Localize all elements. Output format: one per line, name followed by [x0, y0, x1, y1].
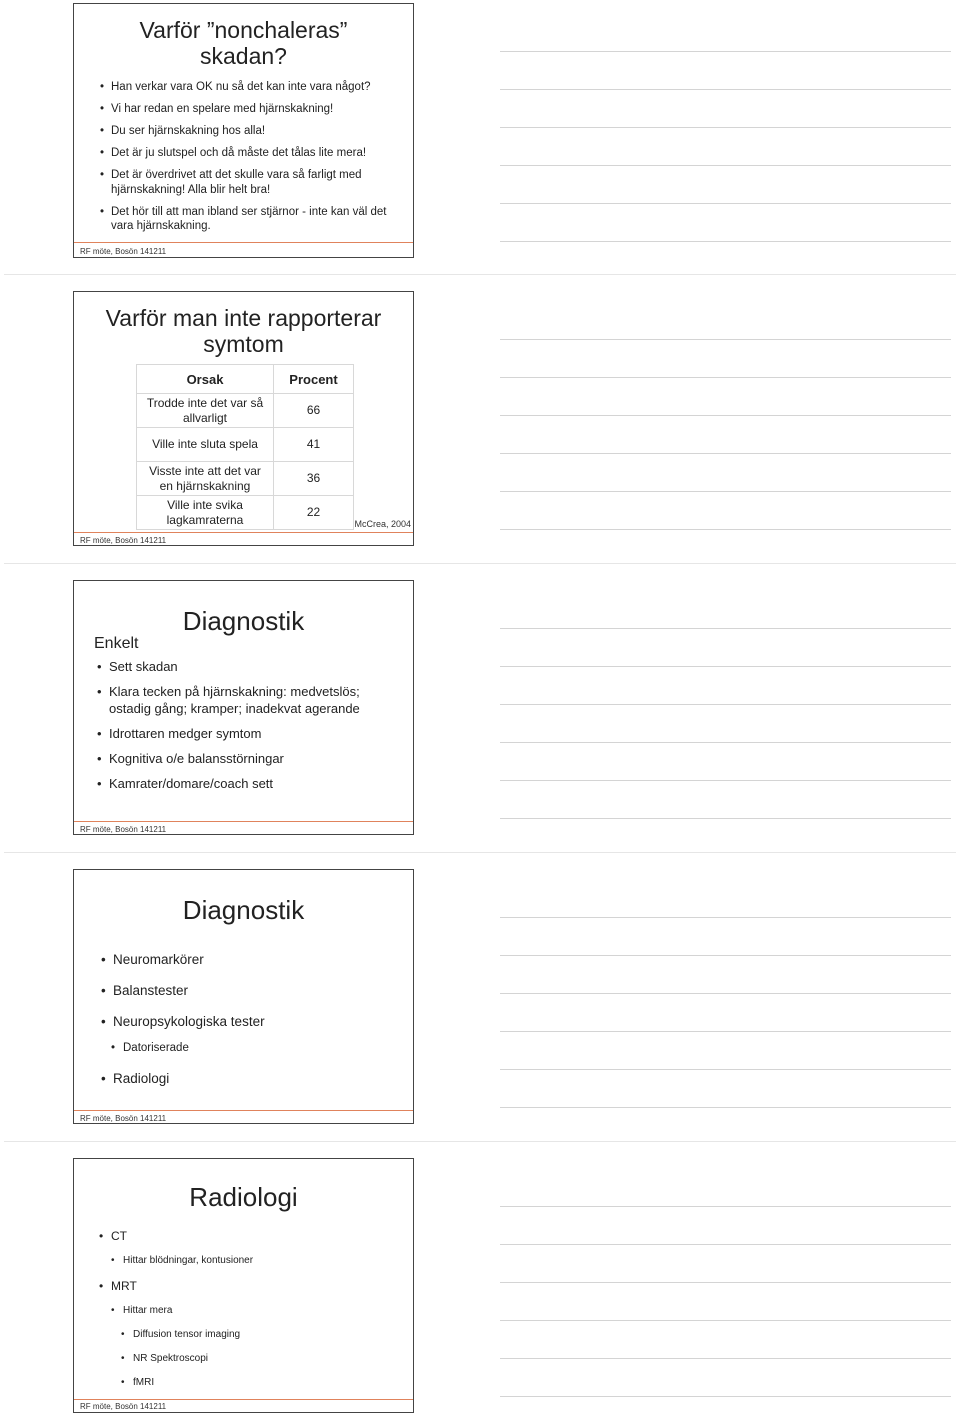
list-item: • Det är ju slutspel och då måste det tålas lite mera!	[111, 146, 406, 161]
row-separator	[4, 563, 956, 564]
table-header-row	[137, 365, 354, 394]
list-item: • Datoriserade	[123, 1041, 403, 1056]
bullet-list	[109, 658, 399, 800]
table-cell: Ville inte svika lagkamraterna	[137, 496, 274, 530]
note-line	[500, 241, 951, 242]
note-line	[500, 1031, 951, 1032]
slide-title: Diagnostik	[182, 895, 305, 925]
list-item: • Kamrater/domare/coach sett	[109, 775, 399, 792]
note-line	[500, 203, 951, 204]
note-line	[500, 704, 951, 705]
note-line	[500, 955, 951, 956]
slide-footer: RF möte, Bosön 141211	[80, 536, 167, 545]
note-line	[500, 742, 951, 743]
note-line	[500, 89, 951, 90]
footer-line	[74, 242, 413, 243]
slide-title: Varför man inte rapporterar symtom	[105, 305, 382, 357]
list-item: • MRT	[111, 1279, 391, 1294]
column-header: Orsak	[137, 365, 274, 394]
slide-2	[73, 291, 414, 546]
reasons-table	[136, 364, 354, 530]
note-line	[500, 491, 951, 492]
note-line	[500, 377, 951, 378]
slide-footer: RF möte, Bosön 141211	[80, 1402, 167, 1411]
footer-line	[74, 1399, 413, 1400]
row-separator	[4, 852, 956, 853]
list-item: • Radiologi	[113, 1070, 393, 1087]
list-item: • Det är överdrivet att det skulle vara så farligt med hjärnskakning! Alla blir helt bra!	[111, 168, 406, 197]
list-item: • Klara tecken på hjärnskakning: medvetslös; ostadig gång; kramper; inadekvat agerande	[109, 683, 399, 717]
slide-title: Diagnostik	[182, 606, 305, 636]
list-item: • Balanstester	[113, 982, 393, 999]
note-line	[500, 1358, 951, 1359]
note-line	[500, 415, 951, 416]
note-line	[500, 453, 951, 454]
list-item: • Idrottaren medger symtom	[109, 725, 399, 742]
list-item: • Hittar blödningar, kontusioner	[123, 1254, 403, 1267]
note-line	[500, 1244, 951, 1245]
slide-1	[73, 3, 414, 258]
table-cell: Trodde inte det var så allvarligt	[137, 394, 274, 428]
table-row	[137, 428, 354, 462]
list-item: • Det hör till att man ibland ser stjärnor - inte kan väl det vara hjärnskakning.	[111, 205, 406, 234]
list-item: • Neuromarkörer	[113, 951, 393, 968]
list-item: • Neuropsykologiska tester	[113, 1013, 393, 1030]
note-line	[500, 628, 951, 629]
list-item: • NR Spektroscopi	[133, 1352, 413, 1365]
note-line	[500, 818, 951, 819]
note-line	[500, 1206, 951, 1207]
list-item: • Han verkar vara OK nu så det kan inte vara något?	[111, 80, 406, 95]
column-header: Procent	[274, 365, 354, 394]
table-row	[137, 462, 354, 496]
subheading: Enkelt	[94, 635, 139, 652]
bullet-list	[111, 80, 406, 241]
slide-title: Varför ”nonchaleras” skadan?	[139, 17, 348, 69]
table-row	[137, 496, 354, 530]
list-item: • Hittar mera	[123, 1304, 403, 1317]
table-cell: 36	[274, 462, 354, 496]
note-line	[500, 666, 951, 667]
slide-footer: RF möte, Bosön 141211	[80, 247, 167, 256]
table-cell: 66	[274, 394, 354, 428]
note-line	[500, 1107, 951, 1108]
citation: McCrea, 2004	[354, 519, 411, 529]
slide-footer: RF möte, Bosön 141211	[80, 825, 167, 834]
row-separator	[4, 1141, 956, 1142]
slide-4	[73, 869, 414, 1124]
slide-5	[73, 1158, 414, 1413]
table-row	[137, 394, 354, 428]
note-line	[500, 529, 951, 530]
note-line	[500, 165, 951, 166]
slide-3	[73, 580, 414, 835]
note-line	[500, 1320, 951, 1321]
note-line	[500, 1282, 951, 1283]
table-cell: Visste inte att det var en hjärnskakning	[137, 462, 274, 496]
footer-line	[74, 1110, 413, 1111]
table-cell: Ville inte sluta spela	[137, 428, 274, 462]
row-separator	[4, 274, 956, 275]
note-line	[500, 917, 951, 918]
slide-title: Radiologi	[189, 1182, 298, 1212]
bullet-list	[113, 951, 393, 1087]
note-line	[500, 51, 951, 52]
slide-footer: RF möte, Bosön 141211	[80, 1114, 167, 1123]
note-line	[500, 339, 951, 340]
note-line	[500, 1396, 951, 1397]
note-line	[500, 127, 951, 128]
note-line	[500, 1069, 951, 1070]
list-item: • Du ser hjärnskakning hos alla!	[111, 124, 406, 139]
footer-line	[74, 821, 413, 822]
list-item: • fMRI	[133, 1376, 413, 1389]
list-item: • CT	[111, 1229, 391, 1244]
bullet-list	[111, 1229, 391, 1389]
list-item: • Kognitiva o/e balansstörningar	[109, 750, 399, 767]
note-line	[500, 780, 951, 781]
list-item: • Sett skadan	[109, 658, 399, 675]
table-cell: 22	[274, 496, 354, 530]
note-line	[500, 993, 951, 994]
footer-line	[74, 532, 413, 533]
list-item: • Vi har redan en spelare med hjärnskakning!	[111, 102, 406, 117]
table-cell: 41	[274, 428, 354, 462]
list-item: • Diffusion tensor imaging	[133, 1328, 413, 1341]
